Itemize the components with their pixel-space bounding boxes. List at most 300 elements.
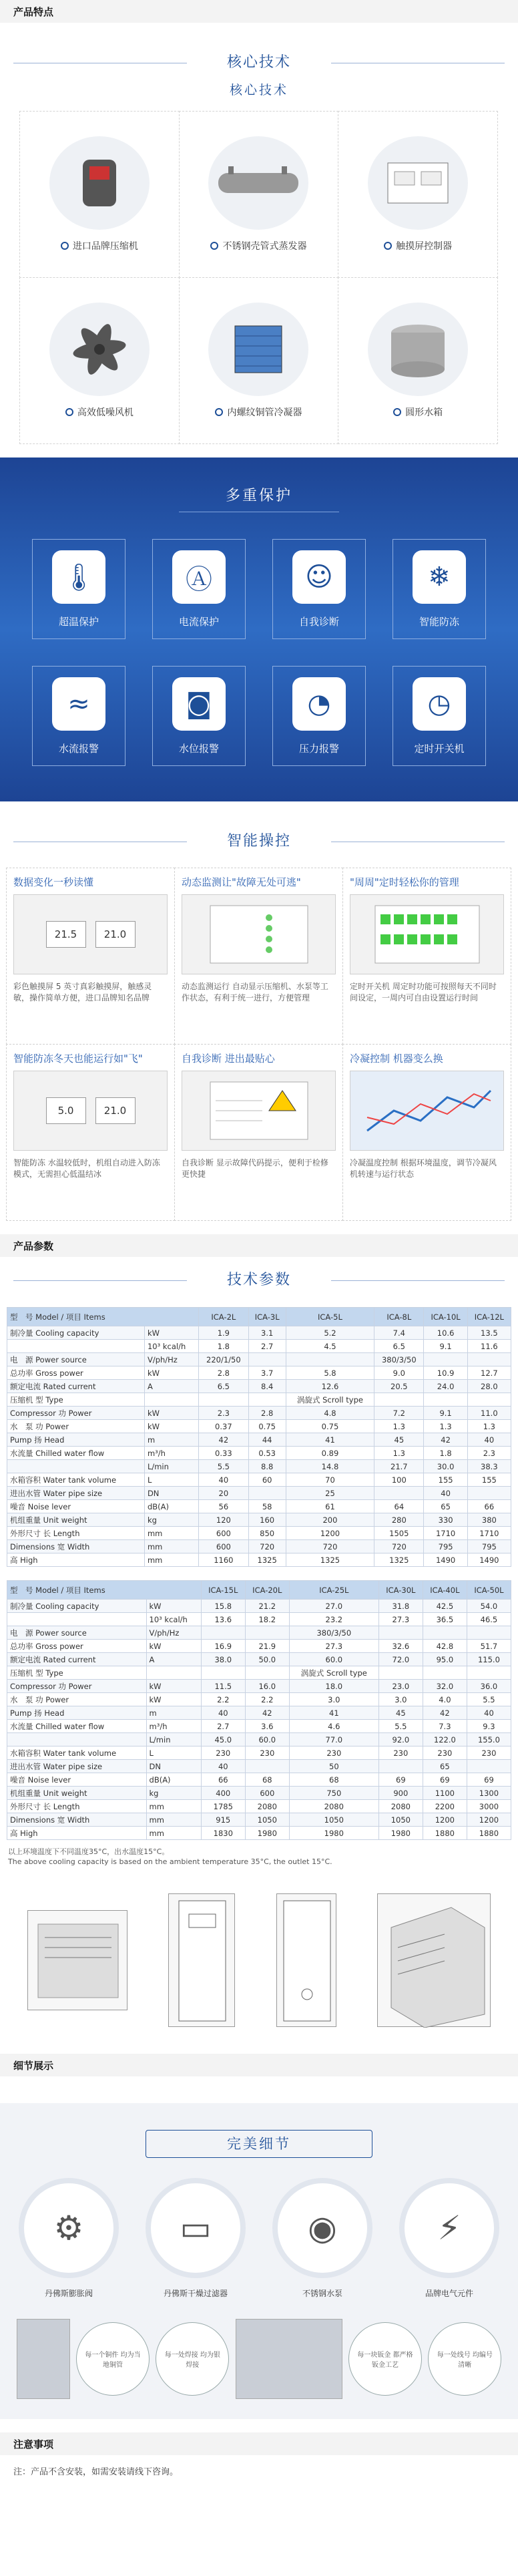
details-grid xyxy=(0,2178,518,2299)
unit-photo-1 xyxy=(27,1910,127,2010)
smart-item: 智能防冻冬天也能运行如"飞" 5.0 21.0 智能防冻 水温较低时，机组自动进入防冻模式，无需担心低温结冰 xyxy=(6,1044,175,1221)
table-cell: 77.0 xyxy=(289,1733,378,1746)
table-cell: 51.7 xyxy=(467,1640,511,1653)
table-cell: 0.37 xyxy=(199,1420,248,1433)
table-row xyxy=(7,1487,511,1500)
table-row xyxy=(7,1827,511,1840)
table-cell: 压缩机 型 Type xyxy=(7,1393,145,1407)
table-cell: 6.5 xyxy=(374,1340,424,1353)
table-row xyxy=(7,1340,511,1353)
table-row xyxy=(7,1813,511,1827)
table-cell: 65 xyxy=(424,1500,467,1513)
table-cell: m³/h xyxy=(146,1720,201,1733)
table-cell: 9.0 xyxy=(374,1366,424,1380)
controller-screen xyxy=(182,894,336,974)
table-cell: 1050 xyxy=(289,1813,378,1827)
notes-text: 注：产品不含安装，如需安装请线下咨询。 xyxy=(13,2467,179,2477)
table-cell: Pump 扬 Head xyxy=(7,1433,145,1447)
table-cell: 2.7 xyxy=(201,1720,245,1733)
table-cell xyxy=(245,1626,289,1640)
table-row xyxy=(7,1500,511,1513)
table-cell: 进出水管 Water pipe size xyxy=(7,1487,145,1500)
table-cell: 40 xyxy=(424,1487,467,1500)
table-cell: 1050 xyxy=(245,1813,289,1827)
params-title: 技术参数 xyxy=(0,1267,518,1294)
callout: 每一处焊接 均为银焊接 xyxy=(156,2322,229,2396)
table-cell: 7.4 xyxy=(374,1326,424,1340)
table-cell xyxy=(374,1487,424,1500)
table-cell: L xyxy=(144,1473,198,1487)
table-cell: 总功率 Gross power xyxy=(7,1640,147,1653)
electrical-icon: ⚡ xyxy=(399,2178,499,2278)
table-cell: 45.0 xyxy=(201,1733,245,1746)
table-cell: mm xyxy=(146,1800,201,1813)
table-cell: 32.0 xyxy=(423,1680,467,1693)
table-cell xyxy=(248,1487,286,1500)
table-cell: 600 xyxy=(245,1787,289,1800)
table-cell: 380 xyxy=(467,1513,511,1527)
table-row xyxy=(7,1540,511,1553)
controller-screen: 5.0 21.0 xyxy=(13,1071,168,1151)
table-row xyxy=(7,1613,511,1626)
table-cell: 120 xyxy=(199,1513,248,1527)
table-cell: kW xyxy=(144,1326,198,1340)
table-cell: 27.3 xyxy=(378,1613,423,1626)
water-level-icon: ◙ xyxy=(172,677,226,731)
table-cell xyxy=(201,1666,245,1680)
table-cell: 70 xyxy=(286,1473,374,1487)
table-cell: 12.6 xyxy=(286,1380,374,1393)
table-cell: Dimensions 宽 Width xyxy=(7,1540,145,1553)
pressure-icon: ◔ xyxy=(292,677,346,731)
table-row xyxy=(7,1420,511,1433)
table-cell: 1200 xyxy=(286,1527,374,1540)
core-item-controller: 触摸屏控制器 xyxy=(338,111,498,278)
table-cell: Dimensions 宽 Width xyxy=(7,1813,147,1827)
table-cell: kW xyxy=(146,1680,201,1693)
table-header-model: ICA-30L xyxy=(378,1581,423,1600)
table-row xyxy=(7,1773,511,1787)
table-cell: 795 xyxy=(467,1540,511,1553)
table-cell xyxy=(286,1353,374,1366)
table-cell: 42.5 xyxy=(423,1600,467,1613)
table-cell: 1490 xyxy=(424,1553,467,1567)
smart-item: 自我诊断 进出最贴心 自我诊断 显示故障代码提示，便利于检修更快捷 xyxy=(174,1044,343,1221)
table-row xyxy=(7,1553,511,1567)
table-cell: 1200 xyxy=(423,1813,467,1827)
table-cell: 16.9 xyxy=(201,1640,245,1653)
table-cell: 42 xyxy=(245,1706,289,1720)
table-cell: 1200 xyxy=(467,1813,511,1827)
table-cell: 68 xyxy=(245,1773,289,1787)
table-cell: 2.2 xyxy=(201,1693,245,1706)
table-cell: 1710 xyxy=(424,1527,467,1540)
table-cell: 0.75 xyxy=(248,1420,286,1433)
table-cell: 50.0 xyxy=(245,1653,289,1666)
table-cell: 1325 xyxy=(248,1553,286,1567)
table-row xyxy=(7,1720,511,1733)
section-header-features: 产品特点 xyxy=(0,0,518,23)
table-cell: 3.0 xyxy=(378,1693,423,1706)
table-cell: 1050 xyxy=(378,1813,423,1827)
table-cell: 1785 xyxy=(201,1800,245,1813)
table-cell: 380/3/50 xyxy=(374,1353,424,1366)
table-cell: 23.2 xyxy=(289,1613,378,1626)
controller-screen: 21.5 21.0 xyxy=(13,894,168,974)
table-cell xyxy=(467,1760,511,1773)
table-cell: 31.8 xyxy=(378,1600,423,1613)
table-cell: 2.3 xyxy=(199,1407,248,1420)
table-cell: kW xyxy=(146,1693,201,1706)
table-cell: 噪音 Noise lever xyxy=(7,1773,147,1787)
table-cell: 5.5 xyxy=(467,1693,511,1706)
table-cell: 2.8 xyxy=(248,1407,286,1420)
table-cell: m xyxy=(146,1706,201,1720)
table-cell: kg xyxy=(144,1513,198,1527)
table-cell: 1.9 xyxy=(199,1326,248,1340)
detail-item: ◉ 不锈钢水泵 xyxy=(262,2178,382,2299)
details-title: 完美细节 xyxy=(146,2130,372,2158)
table-cell: 40 xyxy=(199,1473,248,1487)
table-cell: 95.0 xyxy=(423,1653,467,1666)
table-cell: 3.1 xyxy=(248,1326,286,1340)
table-cell: 涡旋式 Scroll type xyxy=(289,1666,378,1680)
protection-item-timer: ◷ 定时开关机 xyxy=(393,666,486,766)
table-cell: V/ph/Hz xyxy=(144,1353,198,1366)
table-cell: 1325 xyxy=(286,1553,374,1567)
protection-item-current: Ⓐ 电流保护 xyxy=(152,539,246,639)
table-cell: 1980 xyxy=(245,1827,289,1840)
table-cell xyxy=(7,1460,145,1473)
antifreeze-icon: ❄ xyxy=(413,550,466,604)
table-cell: m³/h xyxy=(144,1447,198,1460)
table-cell: L/min xyxy=(146,1733,201,1746)
table-cell: 40 xyxy=(201,1760,245,1773)
table-cell: 60.0 xyxy=(245,1733,289,1746)
table-cell: 27.3 xyxy=(289,1640,378,1653)
table-cell: 水箱容积 Water tank volume xyxy=(7,1473,145,1487)
table-cell: 1505 xyxy=(374,1527,424,1540)
core-item-fan: 高效低噪风机 xyxy=(19,277,180,444)
table-cell: 电 源 Power source xyxy=(7,1626,147,1640)
table-cell: 42 xyxy=(423,1706,467,1720)
table-cell: V/ph/Hz xyxy=(146,1626,201,1640)
callout: 每一处线号 均编号清晰 xyxy=(428,2322,501,2396)
table-row xyxy=(7,1393,511,1407)
table-cell xyxy=(248,1393,286,1407)
table-cell: Compressor 功 Power xyxy=(7,1407,145,1420)
table-cell: 压缩机 型 Type xyxy=(7,1666,147,1680)
table-cell: 2.2 xyxy=(245,1693,289,1706)
table-cell: 795 xyxy=(424,1540,467,1553)
table-cell: 18.2 xyxy=(245,1613,289,1626)
table-cell xyxy=(7,1340,145,1353)
core-tech-subtitle: 核心技术 xyxy=(229,83,288,98)
table-cell: dB(A) xyxy=(144,1500,198,1513)
table-cell: 1325 xyxy=(374,1553,424,1567)
table-header-model: ICA-15L xyxy=(201,1581,245,1600)
condenser-icon xyxy=(208,303,308,396)
table-header-model: ICA-40L xyxy=(423,1581,467,1600)
table-cell: 噪音 Noise lever xyxy=(7,1500,145,1513)
table-cell xyxy=(7,1613,147,1626)
table-cell: 92.0 xyxy=(378,1733,423,1746)
fan-icon xyxy=(49,303,150,396)
table-cell: 水箱容积 Water tank volume xyxy=(7,1746,147,1760)
table-cell: 机组重量 Unit weight xyxy=(7,1513,145,1527)
water-flow-icon: ≈ xyxy=(52,677,105,731)
table-cell: 1.8 xyxy=(199,1340,248,1353)
table-cell xyxy=(467,1626,511,1640)
table-cell: 850 xyxy=(248,1527,286,1540)
table-row xyxy=(7,1626,511,1640)
table-cell: 2.7 xyxy=(248,1340,286,1353)
table-header-model: ICA-3L xyxy=(248,1308,286,1326)
table-cell: 机组重量 Unit weight xyxy=(7,1787,147,1800)
table-cell: dB(A) xyxy=(146,1773,201,1787)
table-cell: 2.8 xyxy=(199,1366,248,1380)
table-cell: 总功率 Gross power xyxy=(7,1366,145,1380)
table-row xyxy=(7,1366,511,1380)
table-cell: 6.5 xyxy=(199,1380,248,1393)
table-cell: 电 源 Power source xyxy=(7,1353,145,1366)
callout: 每一个铜件 均为当地铜管 xyxy=(76,2322,150,2396)
table-cell: 7.2 xyxy=(374,1407,424,1420)
table-cell: 25 xyxy=(286,1487,374,1500)
table-row xyxy=(7,1733,511,1746)
table-cell: DN xyxy=(146,1760,201,1773)
table-cell: 66 xyxy=(467,1500,511,1513)
table-cell: 5.8 xyxy=(286,1366,374,1380)
spec-table-2 xyxy=(7,1580,511,1840)
protection-item-overtemp: 🌡 超温保护 xyxy=(32,539,125,639)
table-cell: 115.0 xyxy=(467,1653,511,1666)
dimension-drawings xyxy=(7,1880,511,2040)
table-cell: 2080 xyxy=(245,1800,289,1813)
table-cell: 54.0 xyxy=(467,1600,511,1613)
table-cell xyxy=(146,1666,201,1680)
table-cell: 3.7 xyxy=(248,1366,286,1380)
table-cell: 1300 xyxy=(467,1787,511,1800)
table-cell: 45 xyxy=(378,1706,423,1720)
table-cell: 23.0 xyxy=(378,1680,423,1693)
table-row xyxy=(7,1353,511,1366)
table-cell: 900 xyxy=(378,1787,423,1800)
table-cell: 21.9 xyxy=(245,1640,289,1653)
table-cell: 230 xyxy=(467,1746,511,1760)
water-tank-icon xyxy=(368,303,468,396)
table-cell: 11.6 xyxy=(467,1340,511,1353)
table-cell: L xyxy=(146,1746,201,1760)
protection-section xyxy=(0,457,518,801)
table-row xyxy=(7,1473,511,1487)
table-row xyxy=(7,1380,511,1393)
table-cell: 40 xyxy=(467,1706,511,1720)
table-row xyxy=(7,1326,511,1340)
table-cell: 66 xyxy=(201,1773,245,1787)
table-cell: 4.6 xyxy=(289,1720,378,1733)
copper-fitting-photo xyxy=(17,2319,70,2399)
table-cell: 8.8 xyxy=(248,1460,286,1473)
table-header-model: ICA-5L xyxy=(286,1308,374,1326)
table-cell: 65 xyxy=(423,1760,467,1773)
core-tech-section xyxy=(0,23,518,444)
smart-title: 智能操控 xyxy=(0,828,518,855)
table-cell: 1490 xyxy=(467,1553,511,1567)
table-cell: 32.6 xyxy=(378,1640,423,1653)
table-cell: 10³ kcal/h xyxy=(144,1340,198,1353)
table-header-model: ICA-8L xyxy=(374,1308,424,1326)
details-section xyxy=(0,2103,518,2419)
table-cell: 2080 xyxy=(378,1800,423,1813)
table-cell: 36.5 xyxy=(423,1613,467,1626)
table-cell: 61 xyxy=(286,1500,374,1513)
controller-screen xyxy=(182,1071,336,1151)
timer-icon: ◷ xyxy=(413,677,466,731)
table-cell: 1830 xyxy=(201,1827,245,1840)
table-row xyxy=(7,1787,511,1800)
table-cell xyxy=(378,1626,423,1640)
table-cell: 制冷量 Cooling capacity xyxy=(7,1600,147,1613)
table-cell: mm xyxy=(144,1527,198,1540)
table-cell: A xyxy=(146,1653,201,1666)
table-cell: 41 xyxy=(289,1706,378,1720)
table-row xyxy=(7,1447,511,1460)
table-row xyxy=(7,1513,511,1527)
table-cell: 2200 xyxy=(423,1800,467,1813)
table-cell: 1100 xyxy=(423,1787,467,1800)
table-cell: 155 xyxy=(424,1473,467,1487)
table-cell: 2080 xyxy=(289,1800,378,1813)
table-cell xyxy=(374,1393,424,1407)
table-cell: 3.0 xyxy=(289,1693,378,1706)
table-cell: 11.5 xyxy=(201,1680,245,1693)
table-cell xyxy=(7,1733,147,1746)
table-cell xyxy=(467,1393,511,1407)
table-cell: 20 xyxy=(199,1487,248,1500)
table-cell: 155 xyxy=(467,1473,511,1487)
table-cell: L/min xyxy=(144,1460,198,1473)
filter-drier-icon: ▭ xyxy=(146,2178,246,2278)
table-cell: 56 xyxy=(199,1500,248,1513)
table-cell: 高 High xyxy=(7,1827,147,1840)
protection-item-waterflow: ≈ 水流报警 xyxy=(32,666,125,766)
table-cell: 69 xyxy=(423,1773,467,1787)
table-cell: 400 xyxy=(201,1787,245,1800)
table-cell: 60 xyxy=(248,1473,286,1487)
table-cell xyxy=(248,1353,286,1366)
table-cell: 15.8 xyxy=(201,1600,245,1613)
table-cell: kW xyxy=(146,1640,201,1653)
core-item-condenser: 内螺纹铜管冷凝器 xyxy=(179,277,339,444)
table-cell: 9.1 xyxy=(424,1407,467,1420)
smart-control-section xyxy=(0,801,518,1234)
pump-icon: ◉ xyxy=(272,2178,372,2278)
table-cell xyxy=(245,1666,289,1680)
core-item-evaporator: 不锈钢壳管式蒸发器 xyxy=(179,111,339,278)
table-cell: 27.0 xyxy=(289,1600,378,1613)
table-cell: 122.0 xyxy=(423,1733,467,1746)
table-cell: 5.2 xyxy=(286,1326,374,1340)
table-cell: 21.7 xyxy=(374,1460,424,1473)
table-cell: 720 xyxy=(374,1540,424,1553)
table-cell: 40 xyxy=(467,1433,511,1447)
table-cell: 4.0 xyxy=(423,1693,467,1706)
table-cell: 7.3 xyxy=(423,1720,467,1733)
table-cell: 3000 xyxy=(467,1800,511,1813)
table-row xyxy=(7,1706,511,1720)
controller-screen xyxy=(350,1071,504,1151)
smart-item: "周周"定时轻松你的管理 定时开关机 周定时功能可按照每天不同时间设定，一周内可自由设置运行时间 xyxy=(342,868,511,1045)
table-cell: 1980 xyxy=(378,1827,423,1840)
table-cell: 38.0 xyxy=(201,1653,245,1666)
evaporator-icon xyxy=(208,136,308,230)
table-cell xyxy=(201,1626,245,1640)
table-cell xyxy=(144,1393,198,1407)
table-cell: 16.0 xyxy=(245,1680,289,1693)
table-cell: 280 xyxy=(374,1513,424,1527)
table-cell: 720 xyxy=(286,1540,374,1553)
table-cell: 2.3 xyxy=(467,1447,511,1460)
callout: 每一块钣金 都严格钣金工艺 xyxy=(348,2322,422,2396)
table-header-model: ICA-25L xyxy=(289,1581,378,1600)
table-cell: kW xyxy=(144,1407,198,1420)
core-item-compressor: 进口品牌压缩机 xyxy=(19,111,180,278)
table-row xyxy=(7,1407,511,1420)
smart-item: 动态监测让"故障无处可逃" 动态监测运行 自动显示压缩机、水泵等工作状态，有利于统一进行，方便管理 xyxy=(174,868,343,1045)
table-row xyxy=(7,1433,511,1447)
table-cell: 高 High xyxy=(7,1553,145,1567)
table-cell: 36.0 xyxy=(467,1680,511,1693)
table-cell: 750 xyxy=(289,1787,378,1800)
table-row xyxy=(7,1527,511,1540)
table-cell: 额定电流 Rated current xyxy=(7,1380,145,1393)
table-row xyxy=(7,1800,511,1813)
table-cell xyxy=(424,1353,467,1366)
protection-item-antifreeze: ❄ 智能防冻 xyxy=(393,539,486,639)
table-cell: 5.5 xyxy=(378,1720,423,1733)
protection-title: 多重保护 xyxy=(0,484,518,512)
table-cell: 720 xyxy=(248,1540,286,1553)
thermometer-icon: 🌡 xyxy=(52,550,105,604)
table-cell: mm xyxy=(144,1553,198,1567)
table-cell: 160 xyxy=(248,1513,286,1527)
spec-table-1 xyxy=(7,1307,511,1567)
table-header-items: 型 号 Model / 项目 Items xyxy=(7,1308,199,1326)
touch-controller-icon xyxy=(368,136,468,230)
table-cell: 水流量 Chilled water flow xyxy=(7,1447,145,1460)
table-cell xyxy=(467,1487,511,1500)
table-cell: 4.5 xyxy=(286,1340,374,1353)
table-cell: mm xyxy=(144,1540,198,1553)
detail-item: ▭ 丹佛斯干燥过滤器 xyxy=(136,2178,256,2299)
table-cell: 72.0 xyxy=(378,1653,423,1666)
table-cell: 42 xyxy=(424,1433,467,1447)
table-cell: 230 xyxy=(289,1746,378,1760)
table-cell: mm xyxy=(146,1827,201,1840)
table-cell: 涡旋式 Scroll type xyxy=(286,1393,374,1407)
self-diagnosis-icon: ☺ xyxy=(292,550,346,604)
table-cell: 915 xyxy=(201,1813,245,1827)
table-cell: 0.53 xyxy=(248,1447,286,1460)
table-row xyxy=(7,1760,511,1773)
table-cell: 200 xyxy=(286,1513,374,1527)
table-cell: 外形尺寸 长 Length xyxy=(7,1800,147,1813)
table-row xyxy=(7,1600,511,1613)
table-cell: 20.5 xyxy=(374,1380,424,1393)
table-cell: 1.8 xyxy=(424,1447,467,1460)
table-cell: 13.5 xyxy=(467,1326,511,1340)
